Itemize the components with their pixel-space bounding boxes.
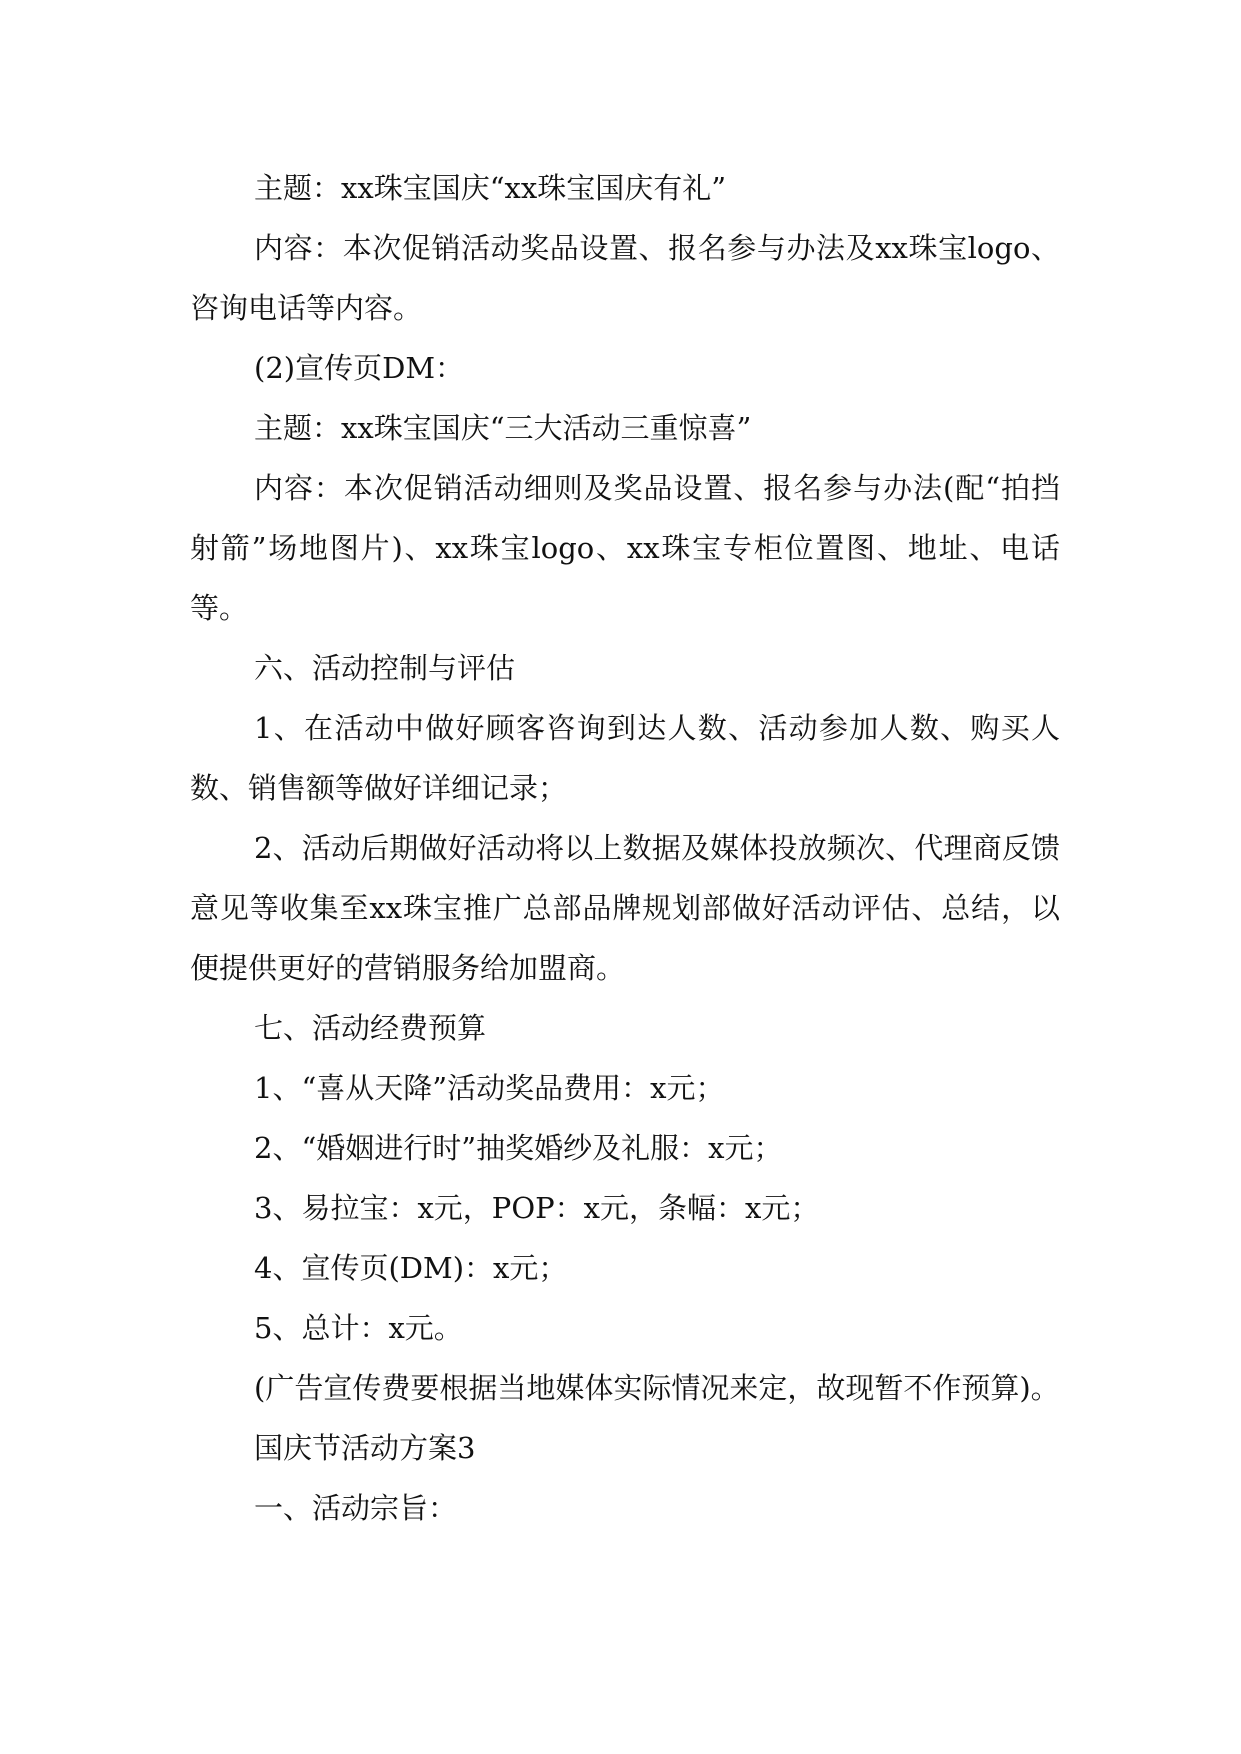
paragraph-content-2: 内容：本次促销活动细则及奖品设置、报名参与办法(配“拍挡射箭”场地图片)、xx珠宝logo、xx珠宝专柜位置图、地址、电话等。 <box>190 471 1060 625</box>
section-heading-1: 一、活动宗旨： <box>254 1491 458 1525</box>
budget-item-1: 1、“喜从天降”活动奖品费用：x元； <box>254 1071 725 1105</box>
paragraph-content-1: 内容：本次促销活动奖品设置、报名参与办法及xx珠宝logo、咨询电话等内容。 <box>190 231 1060 325</box>
budget-note: (广告宣传费要根据当地媒体实际情况来定，故现暂不作预算)。 <box>254 1371 1060 1405</box>
paragraph-dm-heading: (2)宣传页DM： <box>254 351 465 385</box>
paragraph-control-2: 2、活动后期做好活动将以上数据及媒体投放频次、代理商反馈意见等收集至xx珠宝推广总部品牌规划部做好活动评估、总结，以便提供更好的营销服务给加盟商。 <box>190 831 1060 985</box>
section-heading-6: 六、活动控制与评估 <box>254 651 516 685</box>
document-body <box>190 158 1060 1538</box>
budget-item-2: 2、“婚姻进行时”抽奖婚纱及礼服：x元； <box>254 1131 783 1165</box>
paragraph-control-1: 1、在活动中做好顾客咨询到达人数、活动参加人数、购买人数、销售额等做好详细记录； <box>190 711 1060 805</box>
section-heading-7: 七、活动经费预算 <box>254 1011 487 1045</box>
budget-item-4: 4、宣传页(DM)：x元； <box>254 1251 568 1285</box>
budget-item-5: 5、总计：x元。 <box>254 1311 463 1345</box>
budget-item-3: 3、易拉宝：x元，POP：x元，条幅：x元； <box>254 1191 820 1225</box>
paragraph-theme-1: 主题：xx珠宝国庆“xx珠宝国庆有礼” <box>254 171 727 205</box>
paragraph-theme-2: 主题：xx珠宝国庆“三大活动三重惊喜” <box>254 411 752 445</box>
plan-title-3: 国庆节活动方案3 <box>254 1431 476 1465</box>
